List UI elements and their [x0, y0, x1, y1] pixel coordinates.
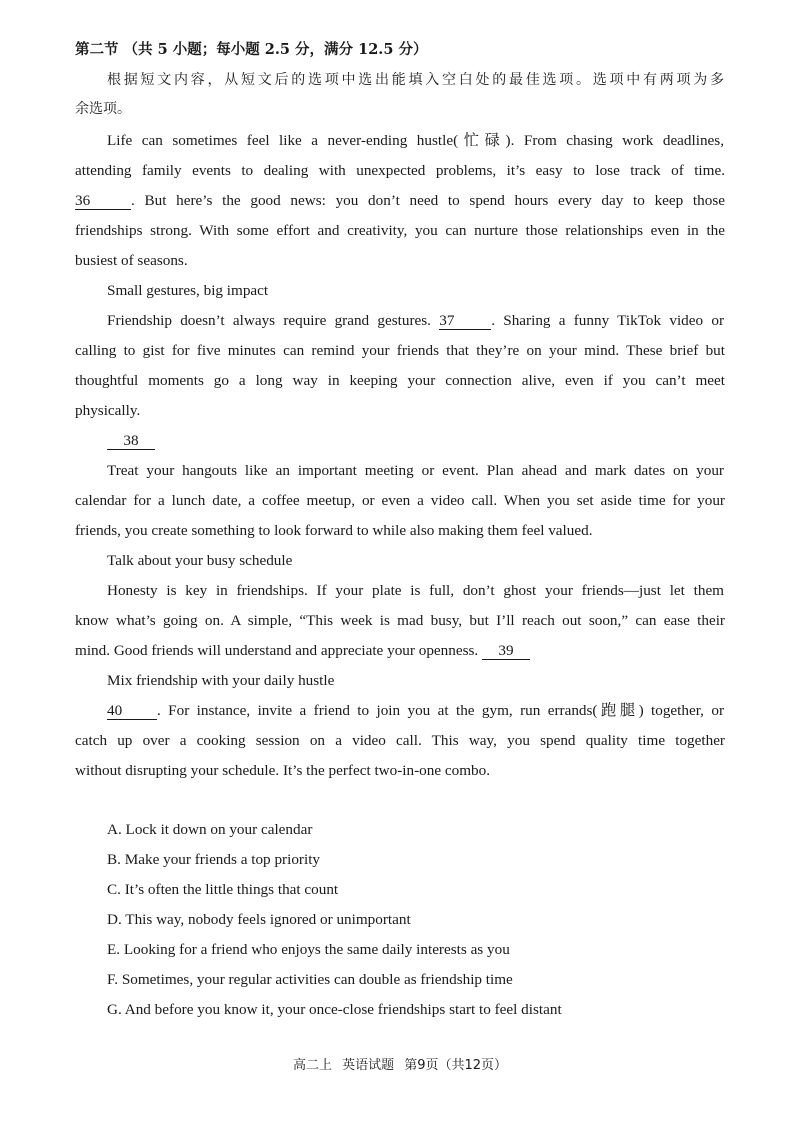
- passage-line: calendar for a lunch date, a coffee meetup, or even a video call. When you set aside time for your: [75, 492, 725, 509]
- passage-line: catch up over a cooking session on a video call. This way, you spend quality time together: [75, 732, 725, 749]
- passage-line: friends, you create something to look forward to while also making them feel valued.: [75, 522, 593, 539]
- passage-line: Treat your hangouts like an important meeting or event. Plan ahead and mark dates on your: [107, 462, 724, 479]
- option-c: C. It’s often the little things that count: [107, 881, 339, 898]
- passage-line-with-blank-36: 36 . But here’s the good news: you don’t need to spend hours every day to keep those: [75, 192, 725, 209]
- blank-40: 40: [107, 703, 157, 720]
- passage-line: friendships strong. With some effort and creativity, you can nurture those relationships even in the: [75, 222, 725, 239]
- option-e: E. Looking for a friend who enjoys the same daily interests as you: [107, 941, 510, 958]
- passage-line: know what’s going on. A simple, “This week is mad busy, but I’ll reach out soon,” can ease their: [75, 612, 725, 629]
- option-b: B. Make your friends a top priority: [107, 851, 321, 868]
- passage-line: attending family events to dealing with unexpected problems, it’s easy to lose track of time.: [75, 162, 725, 179]
- passage-line: without disrupting your schedule. It’s the perfect two-in-one combo.: [75, 762, 491, 779]
- subheading-blank-38: [107, 431, 757, 451]
- option-f: F. Sometimes, your regular activities can double as friendship time: [107, 971, 513, 988]
- option-d: D. This way, nobody feels ignored or unimportant: [107, 911, 411, 928]
- blank-37: 37: [439, 313, 491, 330]
- passage-line: physically.: [75, 402, 141, 419]
- blank-39: 39: [482, 643, 530, 660]
- page-footer: 高二上 英语试题 第9页（共12页）: [292, 1058, 508, 1073]
- subheading-mix-friendship: Mix friendship with your daily hustle: [107, 672, 335, 689]
- blank-38: 38: [107, 433, 155, 450]
- passage-line: Honesty is key in friendships. If your plate is full, don’t ghost your friends—just let them: [107, 582, 724, 599]
- option-g: G. And before you know it, your once-close friendships start to feel distant: [107, 1001, 562, 1018]
- blank-36: 36: [75, 193, 131, 210]
- passage-line-with-blank-37: Friendship doesn’t always require grand gestures. 37 . Sharing a funny TikTok video or: [107, 312, 724, 329]
- option-a: A. Lock it down on your calendar: [107, 821, 313, 838]
- subheading-busy-schedule: Talk about your busy schedule: [107, 552, 293, 569]
- passage-line-with-blank-40: 40 . For instance, invite a friend to join you at the gym, run errands(跑腿) together, or: [107, 702, 724, 719]
- passage-line: thoughtful moments go a long way in keeping your connection alive, even if you can’t meet: [75, 372, 725, 389]
- instructions-line-1: 根据短文内容，从短文后的选项中选出能填入空白处的最佳选项。选项中有两项为多: [107, 72, 724, 88]
- subheading-small-gestures: Small gestures, big impact: [107, 282, 269, 299]
- passage-line: busiest of seasons.: [75, 252, 188, 269]
- section-heading: 第二节 （共 5 小题；每小题 2.5 分，满分 12.5 分）: [75, 41, 428, 58]
- passage-line-with-blank-39: mind. Good friends will understand and appreciate your openness. 39: [75, 641, 725, 661]
- instructions-line-2: 余选项。: [75, 101, 131, 117]
- passage-line: Life can sometimes feel like a never-ending hustle(忙碌). From chasing work deadlines,: [107, 132, 724, 149]
- passage-line: calling to gist for five minutes can remind your friends that they’re on your mind. These brief but: [75, 342, 725, 359]
